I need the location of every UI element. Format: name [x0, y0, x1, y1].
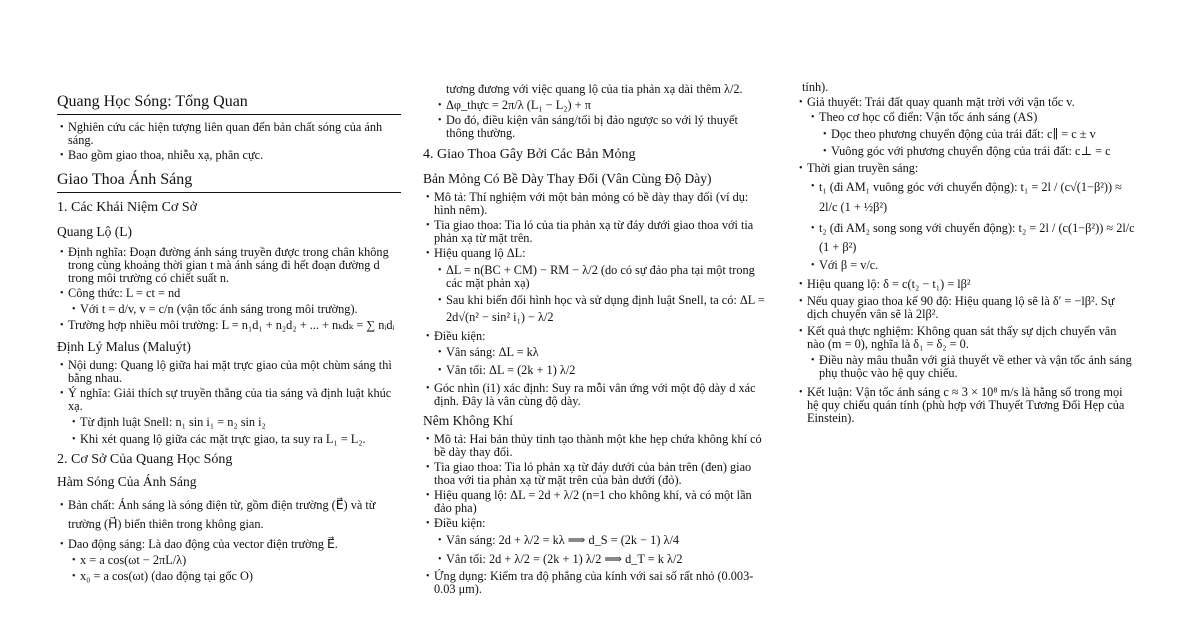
list-item: • Vân tối: ΔL = (2k + 1) λ/2: [435, 364, 768, 377]
subsubsection-title: Bản Mỏng Có Bề Dày Thay Đổi (Vân Cùng Độ Dày): [423, 171, 712, 186]
subsubsection-title: Định Lý Malus (Maluýt): [57, 339, 191, 354]
list-item: • Ứng dụng: Kiểm tra độ phẳng của kính với sai số rất nhỏ (0.003-0.03 μm).: [423, 570, 768, 596]
list-item: • Nếu quay giao thoa kế 90 độ: Hiệu quang lộ sẽ là δ′ = −lβ². Sự dịch chuyển vân sẽ là 2lβ².: [796, 295, 1136, 321]
list-item: • Trường hợp nhiều môi trường: L = n₁d₁ + n₂d₂ + ... + nₖdₖ = ∑ nᵢdᵢ: [57, 319, 401, 332]
list-item: • Mô tả: Thí nghiệm với một bản mỏng có bề dày thay đổi (ví dụ: hình nêm).: [423, 191, 768, 217]
subsection-title: 2. Cơ Sở Của Quang Học Sóng: [57, 452, 233, 467]
list-item: • Vuông góc với phương chuyển động của trái đất: c⊥ = c: [820, 145, 1136, 158]
list-item: • t₁ (đi AM₁ vuông góc với chuyển động): t₁ = 2l / (c√(1−β²)) ≈ 2l/c (1 + ½β²): [808, 177, 1136, 217]
list-item: • Góc nhìn (i1) xác định: Suy ra mỗi vân ứng với một độ dày d xác định. Đây là vân cùng độ dày.: [423, 382, 768, 408]
list-item: • ΔL = n(BC + CM) − RM − λ/2 (do có sự đảo pha tại một trong các mặt phản xạ): [435, 264, 768, 290]
list-item: • Bao gồm giao thoa, nhiễu xạ, phân cực.: [57, 149, 401, 162]
michelson-list: [796, 81, 1136, 425]
list-item: • Theo cơ học cổ điển: Vận tốc ánh sáng (AS): [808, 111, 1136, 124]
list-item: • Δφ_thực = 2π/λ (L₁ − L₂) + π: [435, 99, 768, 112]
continued-list: [423, 81, 768, 140]
list-item: • Khi xét quang lộ giữa các mặt trực giao, ta suy ra L₁ = L₂.: [69, 433, 401, 446]
list-item: • Hiệu quang lộ: δ = c(t₂ − t₁) = lβ²: [796, 278, 1136, 291]
page-title: Quang Học Sóng: Tổng Quan: [57, 92, 401, 115]
list-item: • Điều kiện:: [423, 517, 768, 530]
intro-list: [57, 121, 401, 162]
column-right: [796, 81, 1136, 428]
thin-film-list: [423, 191, 768, 408]
subsubsection-title: Nêm Không Khí: [423, 413, 513, 428]
list-item: • Hiệu quang lộ: ΔL = 2d + λ/2 (n=1 cho không khí, và có một lần đảo pha): [423, 489, 768, 515]
list-item: • Nội dung: Quang lộ giữa hai mặt trực giao của một chùm sáng thì bằng nhau.: [57, 359, 401, 385]
list-item: • Bản chất: Ánh sáng là sóng điện từ, gồm điện trường (E⃗) và từ trường (H⃗) biến thiên trong không gian.: [57, 496, 401, 534]
list-item: • Dọc theo phương chuyển động của trái đất: c∥ = c ± v: [820, 128, 1136, 141]
optical-path-list: [57, 246, 401, 332]
column-middle: [423, 81, 768, 599]
list-item: • Với t = d/v, v = c/n (vận tốc ánh sáng trong môi trường).: [69, 303, 401, 316]
malus-list: [57, 359, 401, 446]
list-item: • Tia giao thoa: Tia ló của tia phản xạ từ đáy dưới giao thoa với tia phản xạ từ mặt trên.: [423, 219, 768, 245]
list-item: • Hiệu quang lộ ΔL:: [423, 247, 768, 260]
list-item: • Do đó, điều kiện vân sáng/tối bị đảo ngược so với lý thuyết thông thường.: [435, 114, 768, 140]
list-item: • Sau khi biến đổi hình học và sử dụng định luật Snell, ta có: ΔL = 2d√(n² − sin² i₁) − λ/2: [435, 292, 768, 326]
list-item: • Từ định luật Snell: n₁ sin i₁ = n₂ sin i₂: [69, 416, 401, 429]
list-item: • Vân tối: 2d + λ/2 = (2k + 1) λ/2 ⟹ d_T = k λ/2: [435, 553, 768, 566]
list-item: • Định nghĩa: Đoạn đường ánh sáng truyền được trong chân không trong cùng khoảng thời gian t mà ánh sáng đi hết đoạn đường d trong môi trường có chiết suất n.: [57, 246, 401, 285]
list-item: • Dao động sáng: Là dao động của vector điện trường E⃗.: [57, 538, 401, 551]
list-item: • Vân sáng: ΔL = kλ: [435, 346, 768, 359]
list-item: • Nghiên cứu các hiện tượng liên quan đến bản chất sóng của ánh sáng.: [57, 121, 401, 147]
list-item: • x = a cos(ωt − 2πL/λ): [69, 554, 401, 567]
wave-function-list: [57, 496, 401, 583]
list-item: • Giả thuyết: Trái đất quay quanh mặt trời với vận tốc v.: [796, 96, 1136, 109]
list-item: • Ý nghĩa: Giải thích sự truyền thẳng của tia sáng và định luật khúc xạ.: [57, 387, 401, 413]
list-item: • Mô tả: Hai bản thủy tinh tạo thành một khe hẹp chứa không khí có bề dày thay đổi.: [423, 433, 768, 459]
continued-text: tương đương với việc quang lộ của tia phản xạ dài thêm λ/2.: [446, 82, 743, 96]
list-item: • Vân sáng: 2d + λ/2 = kλ ⟹ d_S = (2k − 1) λ/4: [435, 534, 768, 547]
subsubsection-title: Hàm Sóng Của Ánh Sáng: [57, 474, 197, 489]
continued-text: tính).: [802, 80, 829, 94]
list-item: • Kết quả thực nghiệm: Không quan sát thấy sự dịch chuyển vân nào (m = 0), nghĩa là δ₁ = δ₂ = 0.: [796, 325, 1136, 351]
list-item: • Tia giao thoa: Tia ló phản xạ từ đáy dưới của bản trên (đen) giao thoa với tia phản xạ từ mặt trên của bản dưới (đỏ).: [423, 461, 768, 487]
list-item: • Điều này mâu thuẫn với giả thuyết về ether và vận tốc ánh sáng phụ thuộc vào hệ quy chiếu.: [808, 354, 1136, 380]
list-item: • x₀ = a cos(ωt) (dao động tại gốc O): [69, 570, 401, 583]
list-item: • Công thức: L = ct = nd: [57, 287, 401, 300]
list-item: • Thời gian truyền sáng:: [796, 162, 1136, 175]
list-item: • Điều kiện:: [423, 330, 768, 343]
list-item: • t₂ (đi AM₂ song song với chuyển động): t₂ = 2l / (c(1−β²)) ≈ 2l/c (1 + β²): [808, 219, 1136, 257]
subsection-title: 4. Giao Thoa Gây Bởi Các Bản Mỏng: [423, 147, 636, 162]
list-item: • Kết luận: Vận tốc ánh sáng c ≈ 3 × 10⁸ m/s là hằng số trong mọi hệ quy chiếu quán tính (phù hợp với Thuyết Tương Đối Hẹp của Einstein).: [796, 386, 1136, 425]
subsection-title: 1. Các Khái Niệm Cơ Sở: [57, 200, 198, 215]
air-wedge-list: [423, 433, 768, 596]
list-item: • Với β = v/c.: [808, 259, 1136, 272]
section-title: Giao Thoa Ánh Sáng: [57, 170, 401, 193]
subsubsection-title: Quang Lộ (L): [57, 224, 132, 239]
column-left: [57, 92, 401, 586]
